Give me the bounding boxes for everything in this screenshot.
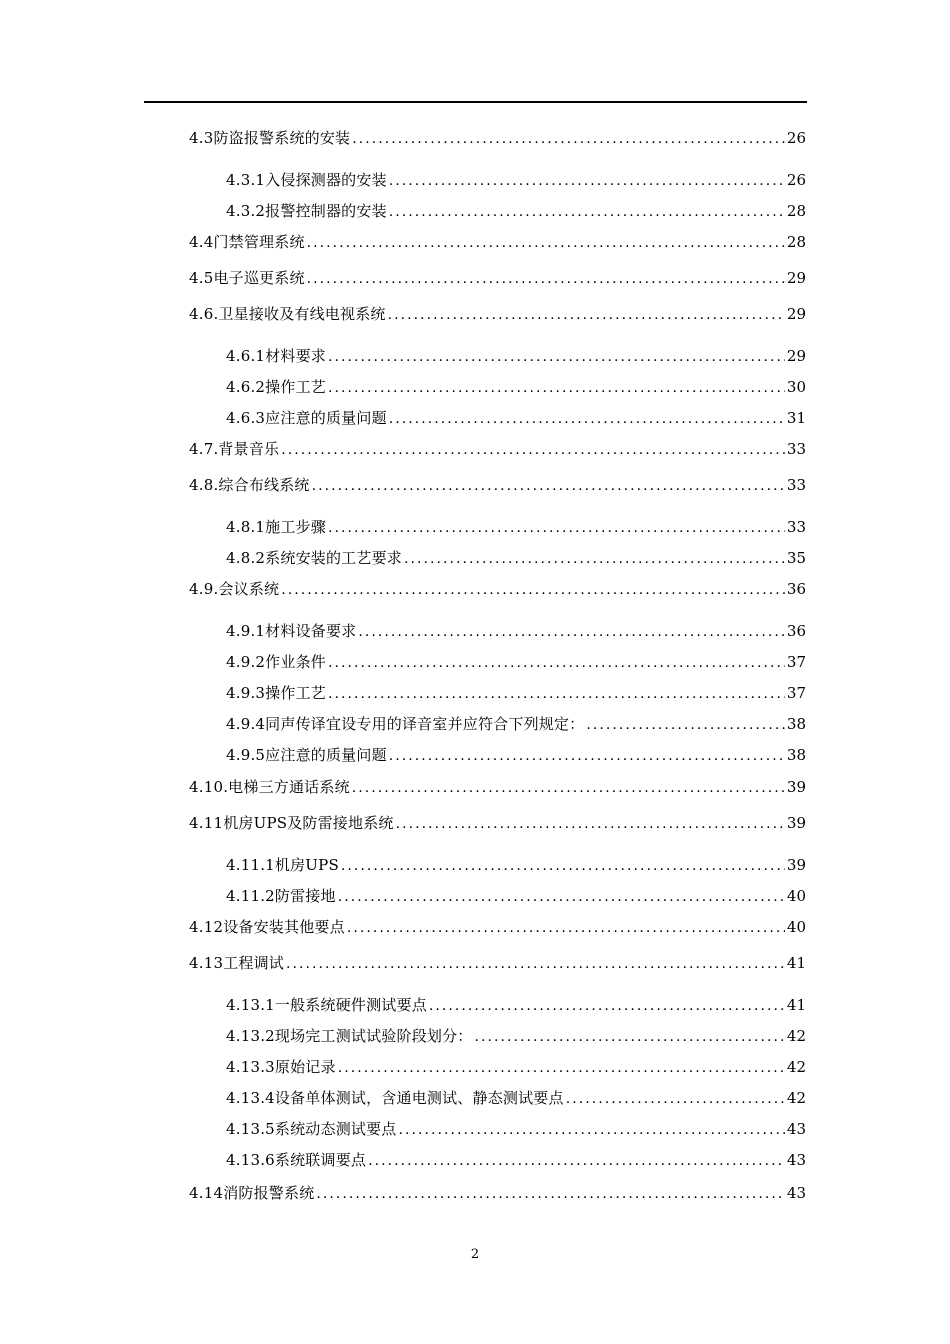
toc-entry-page: 43 (786, 1184, 806, 1202)
toc-entry-title: 4.13工程调试 (189, 954, 284, 972)
toc-entry-title: 4.13.1一般系统硬件测试要点 (226, 996, 427, 1014)
toc-entry-title: 4.8.1施工步骤 (226, 518, 326, 536)
toc-entry-page: 29 (786, 305, 806, 323)
toc-entry-page: 35 (786, 549, 806, 567)
toc-leader-dots (368, 1150, 785, 1172)
toc-entry-title: 4.9.5应注意的质量问题 (226, 746, 387, 764)
toc-leader-dots (475, 1026, 785, 1048)
toc-entry[interactable] (226, 169, 806, 191)
toc-leader-dots (341, 855, 785, 877)
toc-entry-page: 40 (786, 887, 806, 905)
toc-entry-page: 33 (786, 476, 806, 494)
toc-entry-page: 42 (786, 1058, 806, 1076)
toc-entry[interactable] (226, 200, 806, 222)
toc-leader-dots (338, 1057, 785, 1079)
toc-entry-title: 4.9.2作业条件 (226, 653, 326, 671)
toc-entry-title: 4.13.2现场完工测试试验阶段划分： (226, 1027, 473, 1045)
toc-leader-dots (404, 548, 785, 570)
toc-entry-title: 4.9.3操作工艺 (226, 684, 326, 702)
toc-leader-dots (328, 517, 785, 539)
toc-entry-title: 4.11机房UPS及防雷接地系统 (189, 814, 394, 832)
toc-entry[interactable] (226, 651, 806, 673)
toc-leader-dots (307, 268, 785, 290)
toc-leader-dots (399, 1119, 785, 1141)
toc-entry-title: 4.13.6系统联调要点 (226, 1151, 367, 1169)
toc-entry[interactable] (189, 231, 806, 253)
toc-leader-dots (312, 475, 785, 497)
toc-leader-dots (429, 995, 785, 1017)
toc-leader-dots (352, 777, 785, 799)
toc-entry[interactable] (189, 952, 806, 974)
toc-entry-title: 4.3.2报警控制器的安装 (226, 202, 387, 220)
toc-entry[interactable] (226, 547, 806, 569)
toc-leader-dots (328, 377, 785, 399)
toc-leader-dots (358, 621, 785, 643)
toc-leader-dots (389, 201, 785, 223)
toc-entry-page: 39 (786, 814, 806, 832)
toc-entry-title: 4.3防盗报警系统的安装 (189, 129, 351, 147)
toc-entry-title: 4.4门禁管理系统 (189, 233, 305, 251)
toc-entry[interactable] (226, 345, 806, 367)
toc-entry[interactable] (226, 516, 806, 538)
toc-entry-title: 4.13.4设备单体测试，含通电测试、静态测试要点 (226, 1089, 564, 1107)
toc-entry-page: 28 (786, 233, 806, 251)
toc-entry[interactable] (226, 1118, 806, 1140)
toc-entry-title: 4.6.3应注意的质量问题 (226, 409, 387, 427)
toc-entry[interactable] (189, 578, 806, 600)
toc-entry-title: 4.8.综合布线系统 (189, 476, 310, 494)
toc-entry-title: 4.3.1入侵探测器的安装 (226, 171, 387, 189)
toc-entry[interactable] (226, 1025, 806, 1047)
toc-leader-dots (281, 579, 785, 601)
toc-leader-dots (281, 439, 785, 461)
toc-entry-page: 33 (786, 518, 806, 536)
toc-entry-page: 38 (786, 746, 806, 764)
toc-entry-title: 4.9.会议系统 (189, 580, 280, 598)
toc-entry-title: 4.11.1机房UPS (226, 856, 339, 874)
toc-leader-dots (347, 917, 785, 939)
toc-leader-dots (352, 128, 785, 150)
toc-entry[interactable] (189, 916, 806, 938)
toc-entry[interactable] (226, 994, 806, 1016)
toc-entry[interactable] (226, 1149, 806, 1171)
toc-entry-page: 37 (786, 653, 806, 671)
toc-entry-page: 36 (786, 622, 806, 640)
toc-entry[interactable] (226, 744, 806, 766)
toc-entry[interactable] (226, 854, 806, 876)
toc-entry-page: 30 (786, 378, 806, 396)
page-number: 2 (470, 1247, 480, 1262)
toc-entry-page: 42 (786, 1027, 806, 1045)
toc-entry[interactable] (226, 620, 806, 642)
toc-entry[interactable] (189, 1182, 806, 1204)
toc-entry[interactable] (226, 1056, 806, 1078)
toc-entry-page: 31 (786, 409, 806, 427)
toc-entry[interactable] (189, 127, 806, 149)
toc-leader-dots (586, 714, 785, 736)
toc-entry-title: 4.14消防报警系统 (189, 1184, 315, 1202)
toc-entry-page: 41 (786, 954, 806, 972)
toc-entry-page: 29 (786, 269, 806, 287)
toc-entry[interactable] (226, 376, 806, 398)
toc-entry[interactable] (226, 407, 806, 429)
toc-entry-title: 4.6.1材料要求 (226, 347, 326, 365)
toc-entry[interactable] (226, 885, 806, 907)
toc-entry-title: 4.11.2防雷接地 (226, 887, 336, 905)
toc-entry-page: 26 (786, 171, 806, 189)
toc-leader-dots (316, 1183, 785, 1205)
toc-leader-dots (328, 683, 785, 705)
toc-leader-dots (389, 408, 785, 430)
toc-entry-page: 39 (786, 856, 806, 874)
toc-leader-dots (389, 170, 785, 192)
toc-entry[interactable] (226, 682, 806, 704)
toc-entry[interactable] (226, 713, 806, 735)
toc-entry-title: 4.9.4同声传译宜设专用的译音室并应符合下列规定： (226, 715, 585, 733)
toc-leader-dots (307, 232, 785, 254)
toc-entry-page: 36 (786, 580, 806, 598)
toc-entry[interactable] (189, 812, 806, 834)
toc-entry-page: 39 (786, 778, 806, 796)
toc-entry[interactable] (189, 303, 806, 325)
toc-entry-title: 4.10.电梯三方通话系统 (189, 778, 350, 796)
toc-leader-dots (286, 953, 785, 975)
toc-entry-page: 41 (786, 996, 806, 1014)
toc-leader-dots (328, 346, 785, 368)
toc-entry-page: 26 (786, 129, 806, 147)
toc-entry-title: 4.8.2系统安装的工艺要求 (226, 549, 402, 567)
toc-entry-title: 4.13.3原始记录 (226, 1058, 336, 1076)
toc-leader-dots (388, 304, 785, 326)
toc-entry-page: 42 (786, 1089, 806, 1107)
toc-entry[interactable] (189, 438, 806, 460)
toc-leader-dots (389, 745, 785, 767)
toc-entry-page: 38 (786, 715, 806, 733)
toc-entry[interactable] (189, 776, 806, 798)
toc-entry-page: 37 (786, 684, 806, 702)
toc-leader-dots (328, 652, 785, 674)
toc-entry-title: 4.7.背景音乐 (189, 440, 280, 458)
toc-entry-page: 29 (786, 347, 806, 365)
toc-entry-title: 4.9.1材料设备要求 (226, 622, 357, 640)
toc-entry-page: 28 (786, 202, 806, 220)
toc-entry-page: 40 (786, 918, 806, 936)
toc-entry[interactable] (189, 267, 806, 289)
toc-leader-dots (338, 886, 785, 908)
toc-entry[interactable] (226, 1087, 806, 1109)
toc-entry-title: 4.13.5系统动态测试要点 (226, 1120, 397, 1138)
toc-entry-page: 43 (786, 1151, 806, 1169)
toc-entry-page: 43 (786, 1120, 806, 1138)
toc-leader-dots (566, 1088, 785, 1110)
toc-entry-title: 4.5电子巡更系统 (189, 269, 305, 287)
toc-entry-title: 4.6.2操作工艺 (226, 378, 326, 396)
toc-entry[interactable] (189, 474, 806, 496)
toc-entry-title: 4.6.卫星接收及有线电视系统 (189, 305, 386, 323)
toc-leader-dots (396, 813, 785, 835)
toc-entry-title: 4.12设备安装其他要点 (189, 918, 345, 936)
toc-entry-page: 33 (786, 440, 806, 458)
